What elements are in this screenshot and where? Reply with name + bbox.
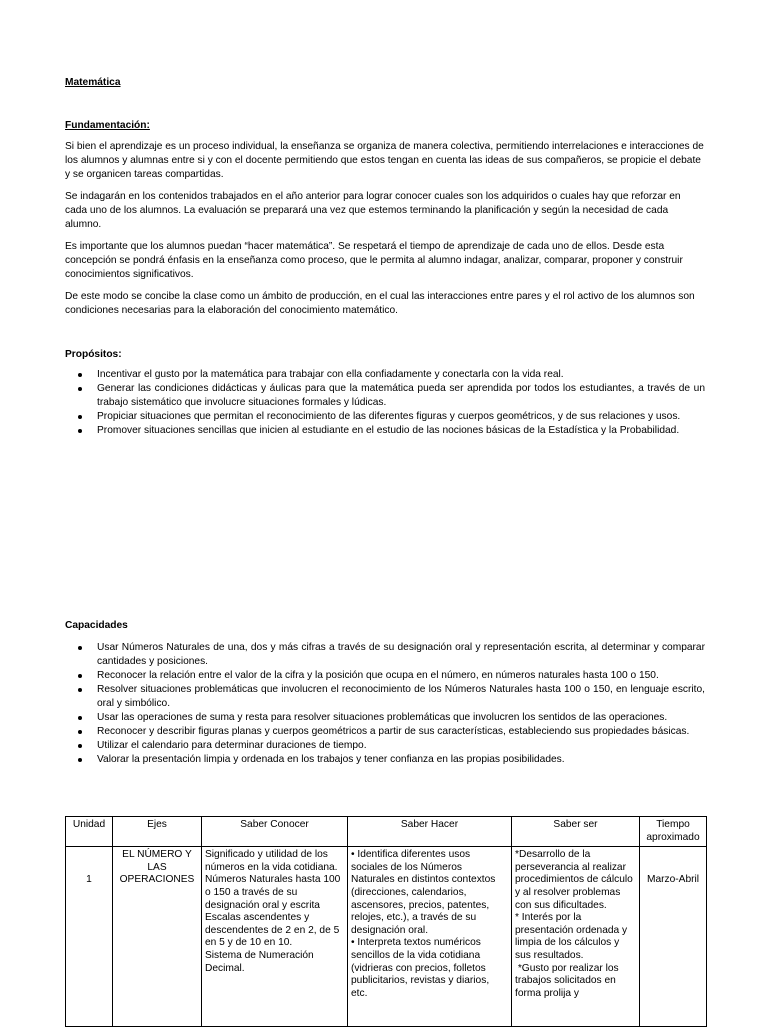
list-item: Usar Números Naturales de una, dos y más cifras a través de su designación oral y representación escrita, al determinar y comparar cantidades y posiciones.: [97, 642, 705, 667]
list-item: Promover situaciones sencillas que inicien al estudiante en el estudio de las nociones básicas de la Estadística y la Probabilidad.: [97, 424, 705, 438]
cell-line: *Desarrollo de la perseverancia al realizar procedimientos de cálculo y al resolver problemas con sus dificultades.: [515, 849, 633, 911]
list-item: Valorar la presentación limpia y ordenada en los trabajos y tener confianza en las propias posibilidades.: [97, 753, 705, 767]
list-item: Resolver situaciones problemáticas que involucren el reconocimiento de los Números Naturales hasta 100 o 150, en lenguaje escrito, oral y simbólico.: [97, 684, 705, 709]
cell-line: * Interés por la presentación ordenada y limpia de los cálculos y sus resultados.: [515, 912, 628, 961]
column-header: Saber ser: [512, 817, 640, 847]
cell-line: • Identifica diferentes usos sociales de los Números Naturales en distintos contextos (direcciones, calendarios, ascensores, precios, patentes, relojes, etc.), a través de su designación oral.: [351, 849, 496, 936]
fundamentacion-paragraph: De este modo se concibe la clase como un ámbito de producción, en el cual las interacciones entre pares y el rol activo de los alumnos son condiciones necesarias para la elaboración del conocimiento matemático.: [65, 291, 695, 316]
capacidades-heading: Capacidades: [65, 620, 128, 631]
cell-line: Números Naturales hasta 100 o 150 a través de su designación oral y escrita: [205, 874, 341, 911]
list-item: Reconocer y describir figuras planas y cuerpos geométricos a partir de sus características, estableciendo sus propiedades básicas.: [97, 725, 705, 739]
cell-line: Sistema de Numeración Decimal.: [205, 949, 314, 974]
saber-ser-cell: [512, 847, 640, 1027]
column-header: Saber Conocer: [202, 817, 348, 847]
capacidades-section: [65, 619, 705, 767]
list-item: Reconocer la relación entre el valor de la cifra y la posición que ocupa en el número, en números naturales hasta 100 o 150.: [97, 669, 705, 683]
fundamentacion-paragraph: Si bien el aprendizaje es un proceso individual, la enseñanza se organiza de manera colectiva, permitiendo interrelaciones e interacciones de los alumnos y alumnas entre si y con el docente permitiendo que estos tengan en cuenta las ideas de sus compañeros, se propicie el debate y se organicen tareas compartidas.: [65, 141, 704, 180]
document-page: [65, 76, 705, 438]
capacidades-list: [65, 641, 705, 767]
list-item: Generar las condiciones didácticas y áulicas para que la matemática pueda ser aprendida por todos los estudiantes, a través de un trabajo sistemático que involucre situaciones formales y lúdicas.: [97, 383, 705, 408]
list-item: Utilizar el calendario para determinar duraciones de tiempo.: [97, 739, 705, 753]
fundamentacion-paragraph: Es importante que los alumnos puedan “hacer matemática”. Se respetará el tiempo de aprendizaje de cada uno de ellos. Desde esta concepción se pondrá énfasis en la enseñanza como proceso, que le permita al alumno indagar, analizar, comparar, proponer y construir conocimientos significativos.: [65, 241, 683, 280]
planning-table: [65, 816, 707, 1027]
table-header-row: [66, 817, 707, 847]
column-header: Saber Hacer: [348, 817, 512, 847]
list-item: Incentivar el gusto por la matemática para trabajar con ella confiadamente y conectarla con la vida real.: [97, 368, 705, 382]
cell-line: Significado y utilidad de los números en la vida cotidiana.: [205, 849, 338, 873]
propositos-list: [65, 368, 705, 438]
saber-hacer-cell: [348, 847, 512, 1027]
fundamentacion-heading: Fundamentación:: [65, 120, 150, 131]
table-row: [66, 847, 707, 1027]
cell-line: • Interpreta textos numéricos sencillos de la vida cotidiana (vidrieras con precios, folletos publicitarios, revistas y diarios, etc.: [351, 937, 490, 999]
tiempo-cell: Marzo-Abril: [640, 847, 707, 1027]
ejes-cell: EL NÚMERO Y LAS OPERACIONES: [113, 847, 202, 1027]
propositos-heading: Propósitos:: [65, 349, 122, 360]
cell-line: Escalas ascendentes y descendentes de 2 en 2, de 5 en 5 y de 10 en 10.: [205, 912, 340, 949]
list-item: Propiciar situaciones que permitan el reconocimiento de las diferentes figuras y cuerpos geométricos, y de sus relaciones y usos.: [97, 410, 705, 424]
saber-conocer-cell: [202, 847, 348, 1027]
column-header: Tiempo aproximado: [640, 817, 707, 847]
cell-line: *Gusto por realizar los trabajos solicitados en forma prolija y: [515, 962, 622, 999]
column-header: Unidad: [66, 817, 113, 847]
document-title: Matemática: [65, 77, 121, 88]
fundamentacion-paragraph: Se indagarán en los contenidos trabajados en el año anterior para lograr conocer cuales son los adquiridos o cuales hay que reforzar en cada uno de los alumnos. La evaluación se preparará una vez que estemos terminando la planificación y según la necesidad de cada alumno.: [65, 191, 681, 230]
column-header: Ejes: [113, 817, 202, 847]
list-item: Usar las operaciones de suma y resta para resolver situaciones problemáticas que involucren los sentidos de las operaciones.: [97, 711, 705, 725]
unidad-cell: 1: [66, 847, 113, 1027]
